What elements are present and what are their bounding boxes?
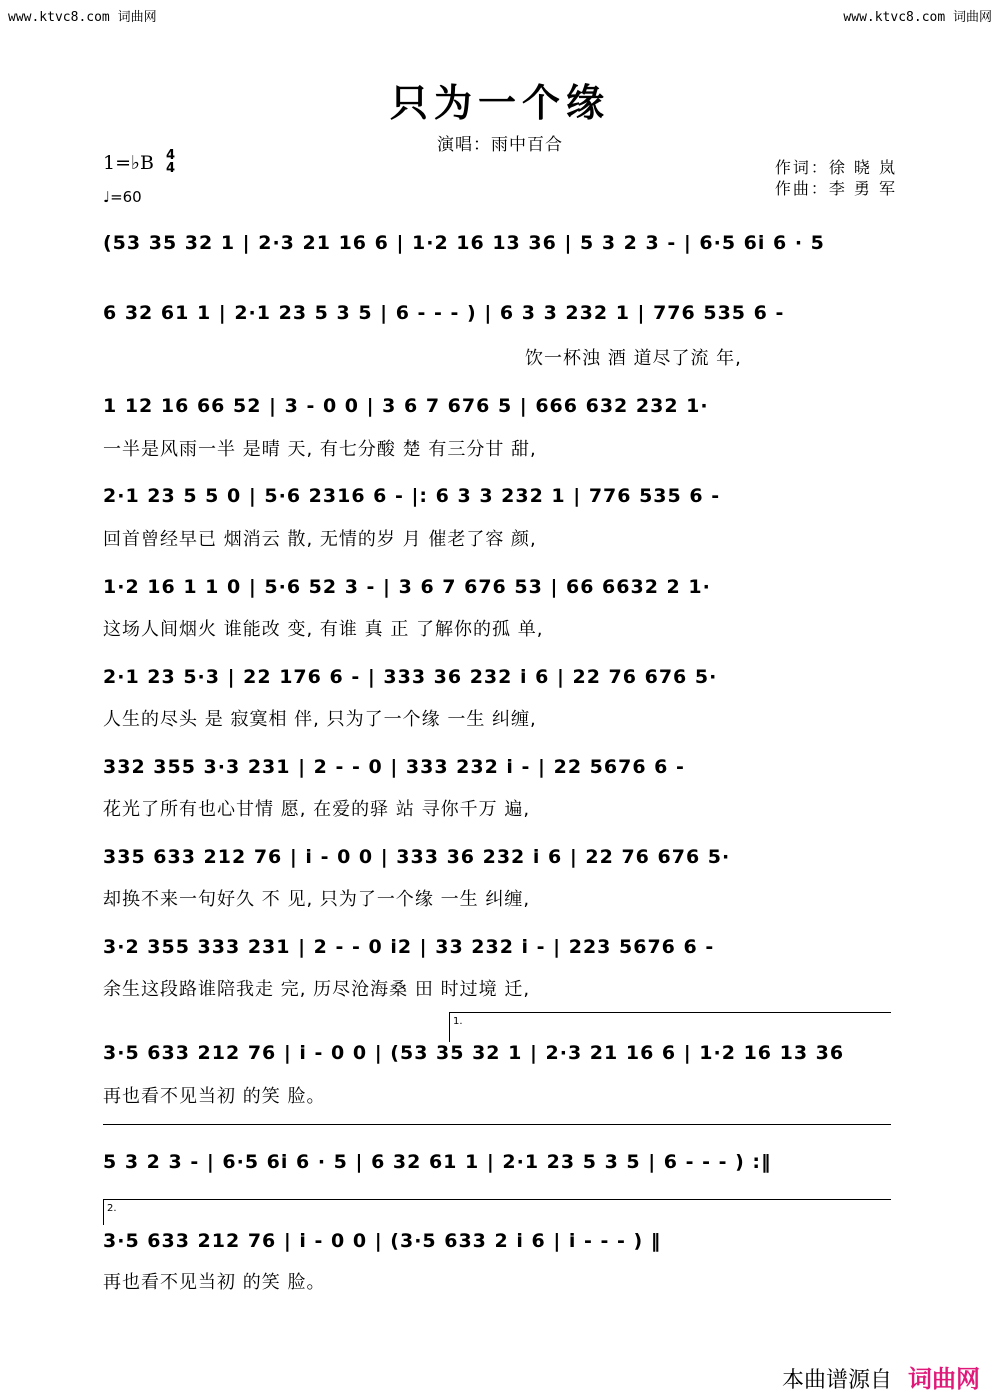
volta-1-line: [449, 1012, 891, 1013]
lyrics-row-6: 人生的尽头 是 寂寞相 伴, 只为了一个缘 一生 纠缠,: [103, 709, 537, 730]
notes-row-7: 332 355 3·3 231 | 2 - - 0 | 333 232 i - | 22 5676 6 -: [103, 756, 685, 778]
lyrics-row-3: 一半是风雨一半 是晴 天, 有七分酸 楚 有三分甘 甜,: [103, 439, 537, 460]
notes-row-10: 3·5 633 212 76 | i - 0 0 | (53 35 32 1 | 2·3 21 16 6 | 1·2 16 13 36: [103, 1042, 845, 1064]
lyricist-credit: 作词：徐 晓 岚: [774, 158, 897, 177]
notes-row-11: 5 3 2 3 - | 6·5 6i 6 · 5 | 6 32 61 1 | 2·1 23 5 3 5 | 6 - - - ) :‖: [103, 1151, 772, 1173]
notes-row-3: 1 12 16 66 52 | 3 - 0 0 | 3 6 7 676 5 | 666 632 232 1·: [103, 395, 709, 417]
site-watermark-left: www.ktvc8.com 词曲网: [8, 10, 157, 25]
lyrics-row-12: 再也看不见当初 的笑 脸。: [103, 1272, 326, 1293]
song-title: 只为一个缘: [389, 81, 610, 125]
notes-row-2: 6 32 61 1 | 2·1 23 5 3 5 | 6 - - - ) | 6 3 3 232 1 | 776 535 6 -: [103, 302, 785, 324]
lyrics-row-4: 回首曾经早已 烟消云 散, 无情的岁 月 催老了容 颜,: [103, 529, 537, 550]
notes-row-5: 1·2 16 1 1 0 | 5·6 52 3 - | 3 6 7 676 53 | 66 6632 2 1·: [103, 576, 711, 598]
site-watermark-right: www.ktvc8.com 词曲网: [843, 10, 992, 25]
volta-2-label: 2.: [107, 1203, 117, 1214]
notes-row-9: 3·2 355 333 231 | 2 - - 0 i2 | 33 232 i - | 223 5676 6 -: [103, 936, 715, 958]
time-sig-top: 4: [166, 148, 176, 163]
volta-2-line: [103, 1199, 891, 1200]
lyrics-row-9: 余生这段路谁陪我走 完, 历尽沧海桑 田 时过境 迁,: [103, 979, 531, 1000]
lyrics-row-7: 花光了所有也心甘情 愿, 在爱的驿 站 寻你千万 遍,: [103, 799, 531, 820]
notes-row-6: 2·1 23 5·3 | 22 176 6 - | 333 36 232 i 6 | 22 76 676 5·: [103, 666, 718, 688]
volta-1-label: 1.: [453, 1016, 463, 1027]
notes-row-12: 3·5 633 212 76 | i - 0 0 | (3·5 633 2 i 6 | i - - - ) ‖: [103, 1230, 662, 1252]
footer-logo: 词曲网: [908, 1365, 980, 1393]
tempo-marking: ♩=60: [103, 188, 142, 206]
lyrics-row-2: 饮一杯浊 酒 道尽了流 年,: [525, 348, 742, 369]
notes-row-8: 335 633 212 76 | i - 0 0 | 333 36 232 i 6 | 22 76 676 5·: [103, 846, 731, 868]
footer-source-text: 本曲谱源自: [781, 1368, 892, 1393]
lyrics-row-8: 却换不来一句好久 不 见, 只为了一个缘 一生 纠缠,: [103, 889, 531, 910]
notes-row-4: 2·1 23 5 5 0 | 5·6 2316 6 - |: 6 3 3 232 1 | 776 535 6 -: [103, 485, 721, 507]
time-sig-bottom: 4: [166, 161, 176, 176]
time-signature: [166, 149, 175, 175]
singer-credit: 演唱：雨中百合: [437, 135, 563, 155]
volta-2-hook: [103, 1199, 104, 1225]
notes-row-1: (53 35 32 1 | 2·3 21 16 6 | 1·2 16 13 36 | 5 3 2 3 - | 6·5 6i 6 · 5: [103, 232, 825, 254]
lyrics-row-5: 这场人间烟火 谁能改 变, 有谁 真 正 了解你的孤 单,: [103, 619, 544, 640]
volta-1-hook: [449, 1012, 450, 1042]
lyrics-row-10: 再也看不见当初 的笑 脸。: [103, 1086, 326, 1107]
key-signature: 1=♭B: [103, 152, 154, 174]
volta-1-continuation-line: [103, 1124, 891, 1125]
composer-credit: 作曲：李 勇 军: [774, 179, 897, 198]
